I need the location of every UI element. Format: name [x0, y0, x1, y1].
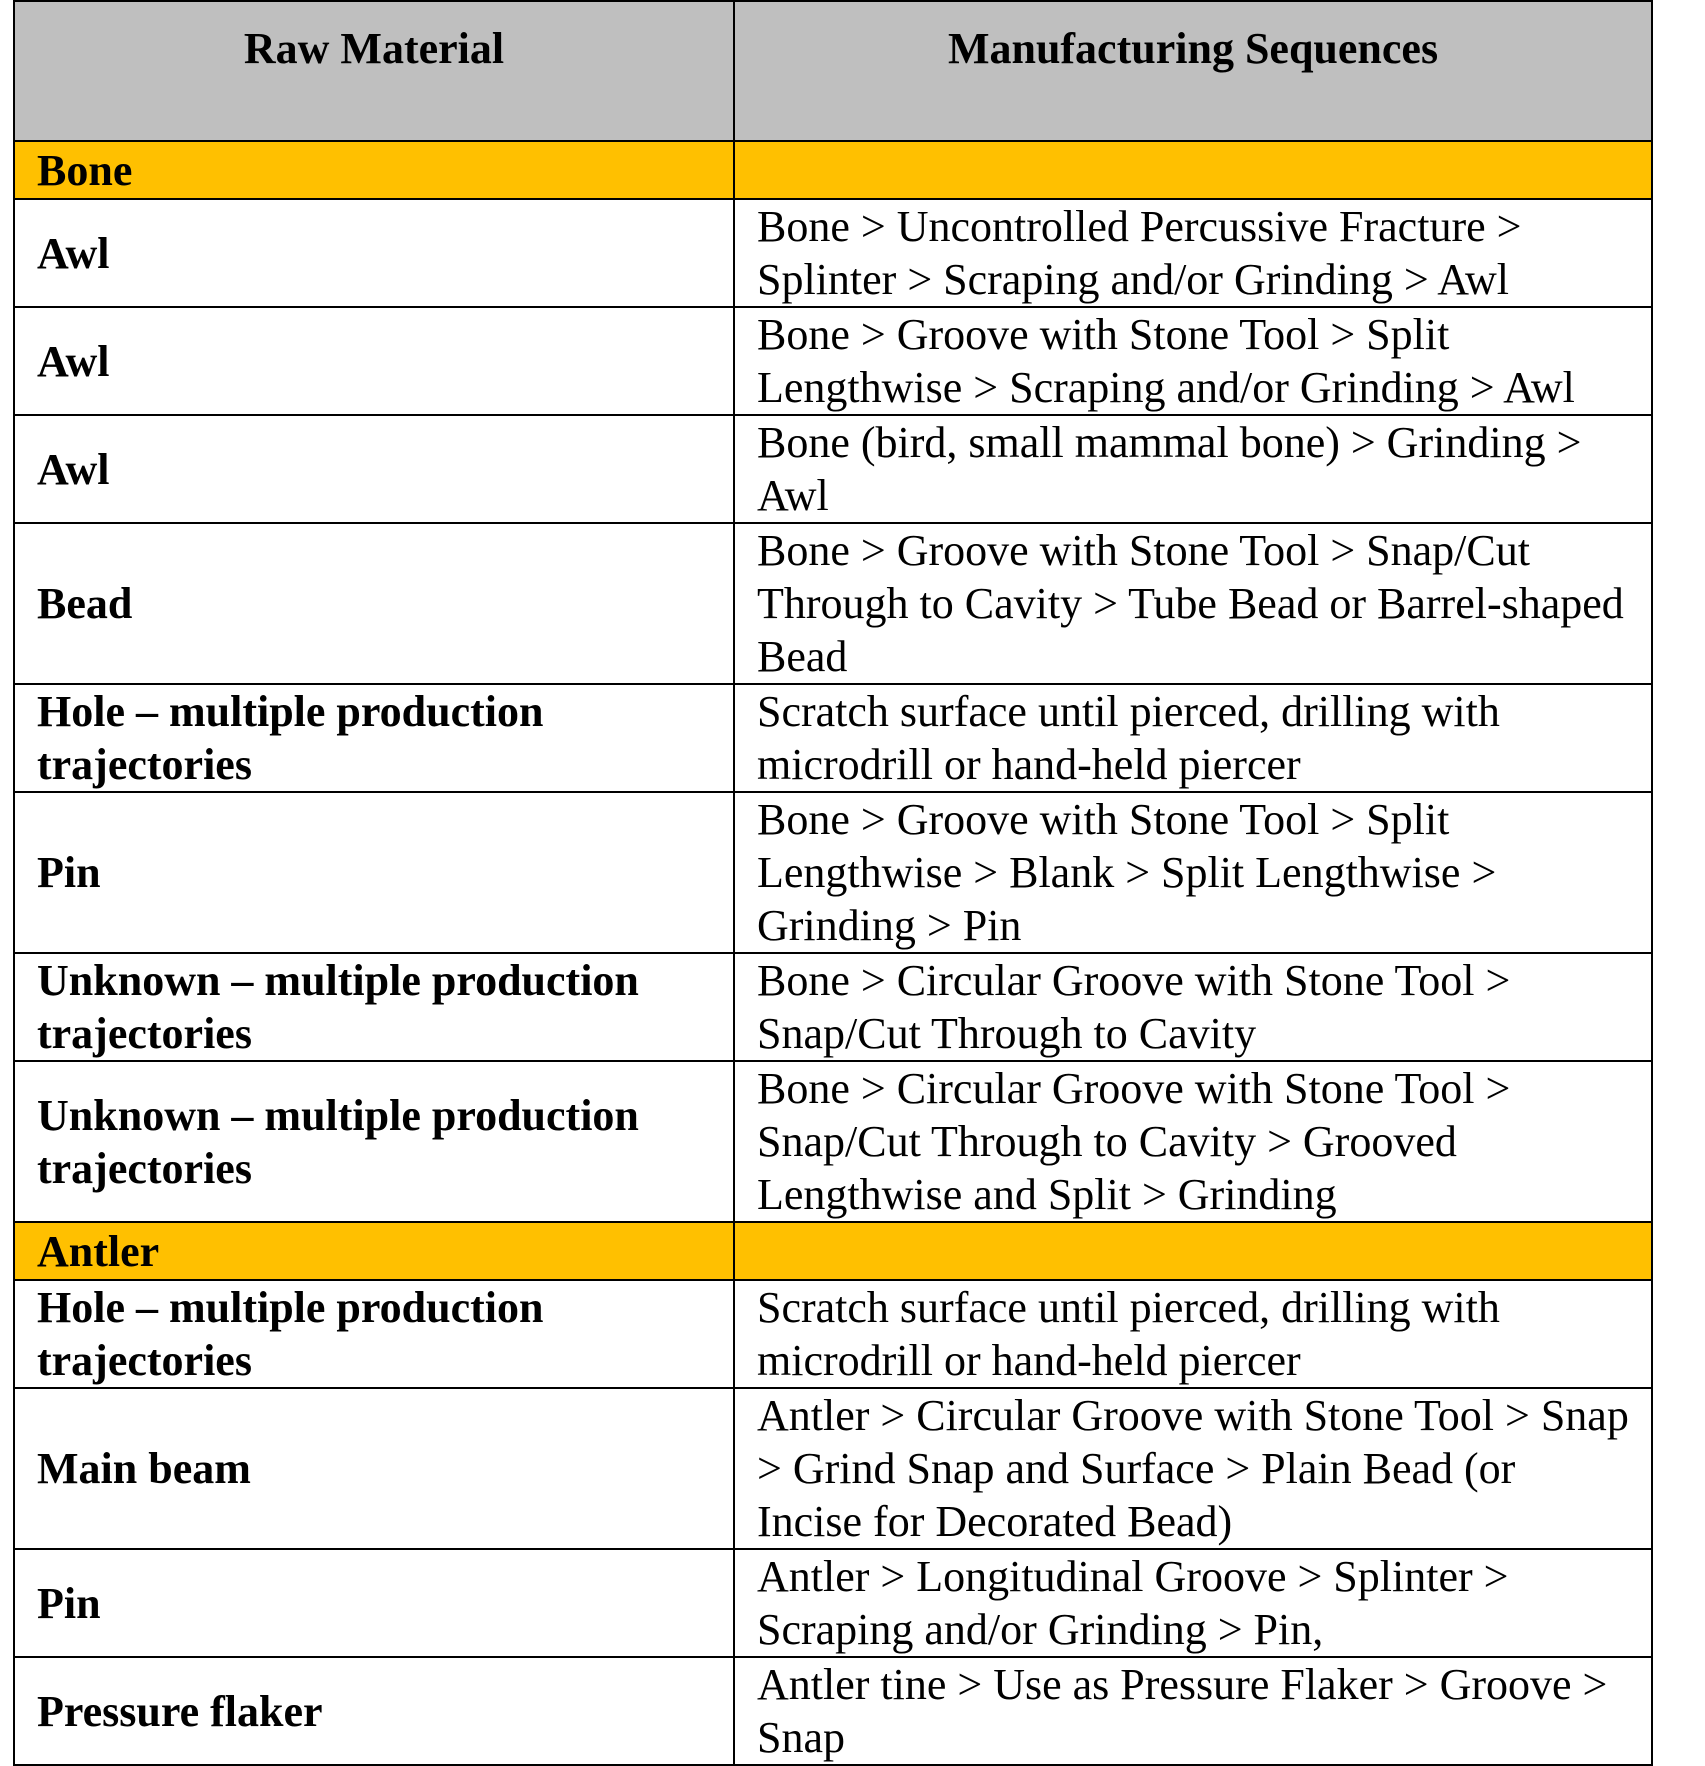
section-empty-cell	[734, 141, 1652, 199]
raw-material-cell: Hole – multiple production trajectories	[14, 684, 734, 792]
sequence-cell: Bone > Uncontrolled Percussive Fracture > Splinter > Scraping and/or Grinding > Awl	[734, 199, 1652, 307]
table-row	[14, 1549, 1652, 1657]
raw-material-cell: Awl	[14, 415, 734, 523]
raw-material-cell: Bead	[14, 523, 734, 684]
sequence-cell: Bone > Groove with Stone Tool > Snap/Cut Through to Cavity > Tube Bead or Barrel-shaped Bead	[734, 523, 1652, 684]
raw-material-cell: Unknown – multiple production trajectories	[14, 953, 734, 1061]
header-raw-material: Raw Material	[14, 1, 734, 141]
raw-material-cell: Pin	[14, 792, 734, 953]
sequence-cell: Antler tine > Use as Pressure Flaker > Groove > Snap	[734, 1657, 1652, 1765]
sequence-cell: Scratch surface until pierced, drilling with microdrill or hand-held piercer	[734, 1280, 1652, 1388]
table-row	[14, 415, 1652, 523]
sequence-cell: Bone > Circular Groove with Stone Tool > Snap/Cut Through to Cavity > Grooved Lengthwise and Split > Grinding	[734, 1061, 1652, 1222]
sequence-cell: Antler > Longitudinal Groove > Splinter > Scraping and/or Grinding > Pin,	[734, 1549, 1652, 1657]
table-row	[14, 307, 1652, 415]
sequence-cell: Bone > Groove with Stone Tool > Split Lengthwise > Scraping and/or Grinding > Awl	[734, 307, 1652, 415]
raw-material-cell: Awl	[14, 307, 734, 415]
sequence-cell: Bone > Groove with Stone Tool > Split Lengthwise > Blank > Split Lengthwise > Grinding > Pin	[734, 792, 1652, 953]
manufacturing-sequences-table	[13, 0, 1653, 1766]
table-row	[14, 953, 1652, 1061]
table-row	[14, 792, 1652, 953]
table-row	[14, 1657, 1652, 1765]
section-row-antler	[14, 1222, 1652, 1280]
raw-material-cell: Hole – multiple production trajectories	[14, 1280, 734, 1388]
section-label: Antler	[14, 1222, 734, 1280]
table-row	[14, 523, 1652, 684]
raw-material-cell: Pressure flaker	[14, 1657, 734, 1765]
section-label: Bone	[14, 141, 734, 199]
section-empty-cell	[734, 1222, 1652, 1280]
section-row-bone	[14, 141, 1652, 199]
header-row	[14, 1, 1652, 141]
sequence-cell: Bone (bird, small mammal bone) > Grinding > Awl	[734, 415, 1652, 523]
table-row	[14, 1388, 1652, 1549]
table-row	[14, 199, 1652, 307]
raw-material-cell: Main beam	[14, 1388, 734, 1549]
table-row	[14, 684, 1652, 792]
raw-material-cell: Awl	[14, 199, 734, 307]
table-row	[14, 1280, 1652, 1388]
sequence-cell: Scratch surface until pierced, drilling with microdrill or hand-held piercer	[734, 684, 1652, 792]
raw-material-cell: Unknown – multiple production trajectories	[14, 1061, 734, 1222]
header-manufacturing-sequences: Manufacturing Sequences	[734, 1, 1652, 141]
sequence-cell: Antler > Circular Groove with Stone Tool > Snap > Grind Snap and Surface > Plain Bead (or Incise for Decorated Bead)	[734, 1388, 1652, 1549]
raw-material-cell: Pin	[14, 1549, 734, 1657]
table-row	[14, 1061, 1652, 1222]
sequence-cell: Bone > Circular Groove with Stone Tool > Snap/Cut Through to Cavity	[734, 953, 1652, 1061]
